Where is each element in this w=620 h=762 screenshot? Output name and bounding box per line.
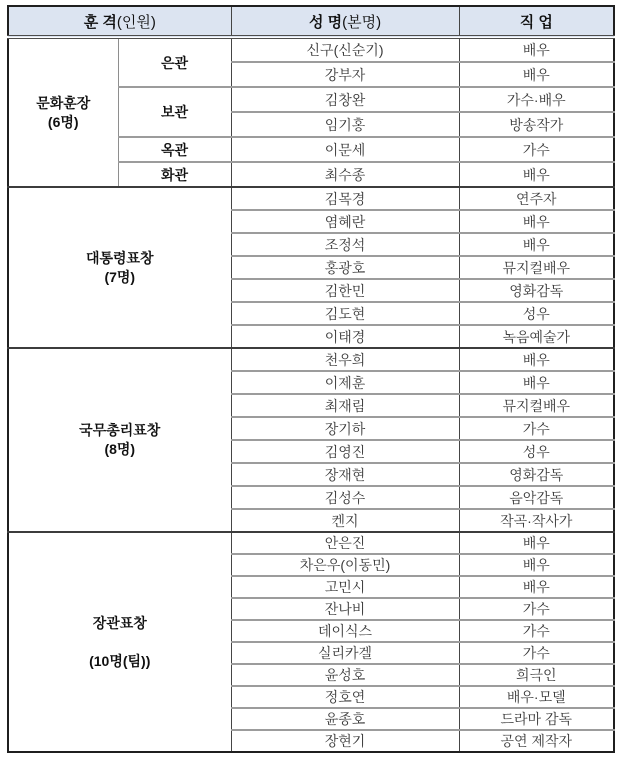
- job-cell: 배우: [459, 37, 614, 62]
- header-row: [8, 6, 614, 37]
- awards-table: [7, 5, 615, 753]
- name-cell: 최재림: [231, 394, 459, 417]
- job-cell: 배우: [459, 348, 614, 371]
- header-award-grade: [8, 6, 231, 37]
- job-cell: 배우: [459, 371, 614, 394]
- name-cell: 고민시: [231, 576, 459, 598]
- name-cell: 홍광호: [231, 256, 459, 279]
- name-cell: 김영진: [231, 440, 459, 463]
- job-cell: 가수: [459, 137, 614, 162]
- header-name-label: 성 명: [308, 13, 343, 31]
- name-cell: 천우희: [231, 348, 459, 371]
- name-cell: 이태경: [231, 325, 459, 348]
- name-cell: 김도현: [231, 302, 459, 325]
- name-cell: 켄지: [231, 509, 459, 532]
- name-cell: 최수종: [231, 162, 459, 187]
- grade-cell: 은관: [118, 37, 231, 87]
- job-cell: 영화감독: [459, 463, 614, 486]
- job-cell: 드라마 감독: [459, 708, 614, 730]
- job-cell: 가수·배우: [459, 87, 614, 112]
- job-cell: 가수: [459, 598, 614, 620]
- header-job: [459, 6, 614, 37]
- name-cell: 염혜란: [231, 210, 459, 233]
- award-name: 문화훈장: [36, 94, 91, 111]
- name-cell: 이문세: [231, 137, 459, 162]
- name-cell: 안은진: [231, 532, 459, 554]
- header-name-paren: (본명): [342, 13, 382, 31]
- name-cell: 김한민: [231, 279, 459, 302]
- award-name: 장관표창: [92, 614, 147, 631]
- job-cell: 배우: [459, 554, 614, 576]
- grade-cell: 옥관: [118, 137, 231, 162]
- job-cell: 공연 제작자: [459, 730, 614, 752]
- header-award-grade-paren: (인원): [116, 13, 156, 31]
- job-cell: 배우: [459, 210, 614, 233]
- name-cell: 장현기: [231, 730, 459, 752]
- job-cell: 작곡·작사가: [459, 509, 614, 532]
- name-cell: 데이식스: [231, 620, 459, 642]
- table-row: [8, 187, 614, 210]
- grade-cell: 보관: [118, 87, 231, 137]
- job-cell: 뮤지컬배우: [459, 256, 614, 279]
- award-count: (6명): [47, 113, 79, 130]
- job-cell: 가수: [459, 642, 614, 664]
- job-cell: 희극인: [459, 664, 614, 686]
- name-cell: 정호연: [231, 686, 459, 708]
- award-count: (8명): [104, 441, 136, 457]
- name-cell: 신구(신순기): [231, 37, 459, 62]
- name-cell: 강부자: [231, 62, 459, 87]
- award-count: (10명(팀)): [89, 652, 151, 669]
- name-cell: 김목경: [231, 187, 459, 210]
- name-cell: 장기하: [231, 417, 459, 440]
- award-group-cell: [8, 37, 118, 187]
- table-row: [8, 348, 614, 371]
- name-cell: 김성수: [231, 486, 459, 509]
- job-cell: 가수: [459, 620, 614, 642]
- name-cell: 이제훈: [231, 371, 459, 394]
- job-cell: 가수: [459, 417, 614, 440]
- job-cell: 뮤지컬배우: [459, 394, 614, 417]
- name-cell: 조정석: [231, 233, 459, 256]
- award-name: 대통령표창: [85, 249, 154, 266]
- header-name: [231, 6, 459, 37]
- job-cell: 연주자: [459, 187, 614, 210]
- award-group-cell: [8, 187, 231, 348]
- job-cell: 배우: [459, 62, 614, 87]
- name-cell: 윤종호: [231, 708, 459, 730]
- name-cell: 잔나비: [231, 598, 459, 620]
- table-row: [8, 532, 614, 554]
- job-cell: 배우·모델: [459, 686, 614, 708]
- name-cell: 임기홍: [231, 112, 459, 137]
- award-name: 국무총리표창: [79, 422, 161, 438]
- header-award-grade-label: 훈 격: [83, 13, 117, 31]
- name-cell: 실리카겔: [231, 642, 459, 664]
- job-cell: 배우: [459, 233, 614, 256]
- job-cell: 배우: [459, 576, 614, 598]
- award-group-cell: [8, 532, 231, 752]
- job-cell: 방송작가: [459, 112, 614, 137]
- job-cell: 배우: [459, 532, 614, 554]
- header-job-label: 직 업: [519, 13, 553, 31]
- award-count: (7명): [104, 268, 136, 285]
- name-cell: 윤성호: [231, 664, 459, 686]
- name-cell: 차은우(이동민): [231, 554, 459, 576]
- grade-cell: 화관: [118, 162, 231, 187]
- award-group-cell: [8, 348, 231, 532]
- job-cell: 영화감독: [459, 279, 614, 302]
- job-cell: 음악감독: [459, 486, 614, 509]
- job-cell: 성우: [459, 302, 614, 325]
- job-cell: 녹음예술가: [459, 325, 614, 348]
- job-cell: 성우: [459, 440, 614, 463]
- table-row: [8, 37, 614, 62]
- job-cell: 배우: [459, 162, 614, 187]
- name-cell: 장재현: [231, 463, 459, 486]
- name-cell: 김창완: [231, 87, 459, 112]
